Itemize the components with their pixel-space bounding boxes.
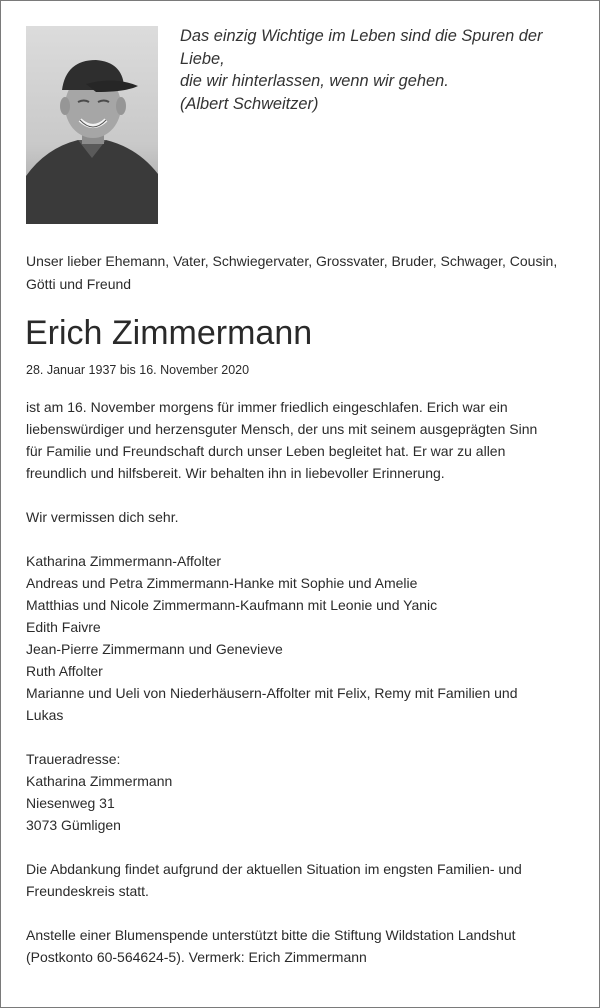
portrait-photo xyxy=(26,26,158,224)
message-line: ist am 16. November morgens für immer friedlich eingeschlafen. Erich war ein xyxy=(26,399,508,415)
family-member: Edith Faivre xyxy=(26,619,101,635)
message-line: liebenswürdiger und herzensguter Mensch, der uns mit seinem ausgeprägten Sinn xyxy=(26,421,538,437)
ceremony-line: Die Abdankung findet aufgrund der aktuellen Situation im engsten Familien- und xyxy=(26,861,522,877)
intro-text: Unser lieber Ehemann, Vater, Schwiegervater, Grossvater, Bruder, Schwager, Cousin, Götti und Freund xyxy=(26,253,558,292)
address-label: Traueradresse: xyxy=(26,751,121,767)
notice-body xyxy=(26,396,574,968)
quote-line: Das einzig Wichtige im Leben sind die Spuren der xyxy=(180,27,543,45)
life-dates: 28. Januar 1937 bis 16. November 2020 xyxy=(26,363,250,377)
family-member: Jean-Pierre Zimmermann und Genevieve xyxy=(26,641,283,657)
quote-author: (Albert Schweitzer) xyxy=(180,94,319,113)
quote-line: Liebe, xyxy=(180,49,225,68)
family-member: Ruth Affolter xyxy=(26,663,103,679)
quote-block xyxy=(180,25,580,115)
miss-line: Wir vermissen dich sehr. xyxy=(26,509,179,525)
address-street: Niesenweg 31 xyxy=(26,795,115,811)
message-line: freundlich und hilfsbereit. Wir behalten ihn in liebevoller Erinnerung. xyxy=(26,465,445,481)
donation-line: Anstelle einer Blumenspende unterstützt bitte die Stiftung Wildstation Landshut xyxy=(26,927,516,943)
family-member: Matthias und Nicole Zimmermann-Kaufmann mit Leonie und Yanic xyxy=(26,597,438,613)
family-member: Katharina Zimmermann-Affolter xyxy=(26,553,222,569)
address-city: 3073 Gümligen xyxy=(26,817,121,833)
ceremony-line: Freundeskreis statt. xyxy=(26,883,149,899)
message-line: für Familie und Freundschaft durch unser Leben begleitet hat. Er war zu allen xyxy=(26,443,506,459)
family-member: Lukas xyxy=(26,707,64,723)
family-member: Marianne und Ueli von Niederhäusern-Affolter mit Felix, Remy mit Familien und xyxy=(26,685,518,701)
quote-line: die wir hinterlassen, wenn wir gehen. xyxy=(180,72,449,90)
deceased-name: Erich Zimmermann xyxy=(25,314,313,352)
address-name: Katharina Zimmermann xyxy=(26,773,173,789)
family-member: Andreas und Petra Zimmermann-Hanke mit Sophie und Amelie xyxy=(26,575,418,591)
donation-line: (Postkonto 60-564624-5). Vermerk: Erich Zimmermann xyxy=(26,949,367,965)
portrait-photo-icon xyxy=(26,26,158,224)
